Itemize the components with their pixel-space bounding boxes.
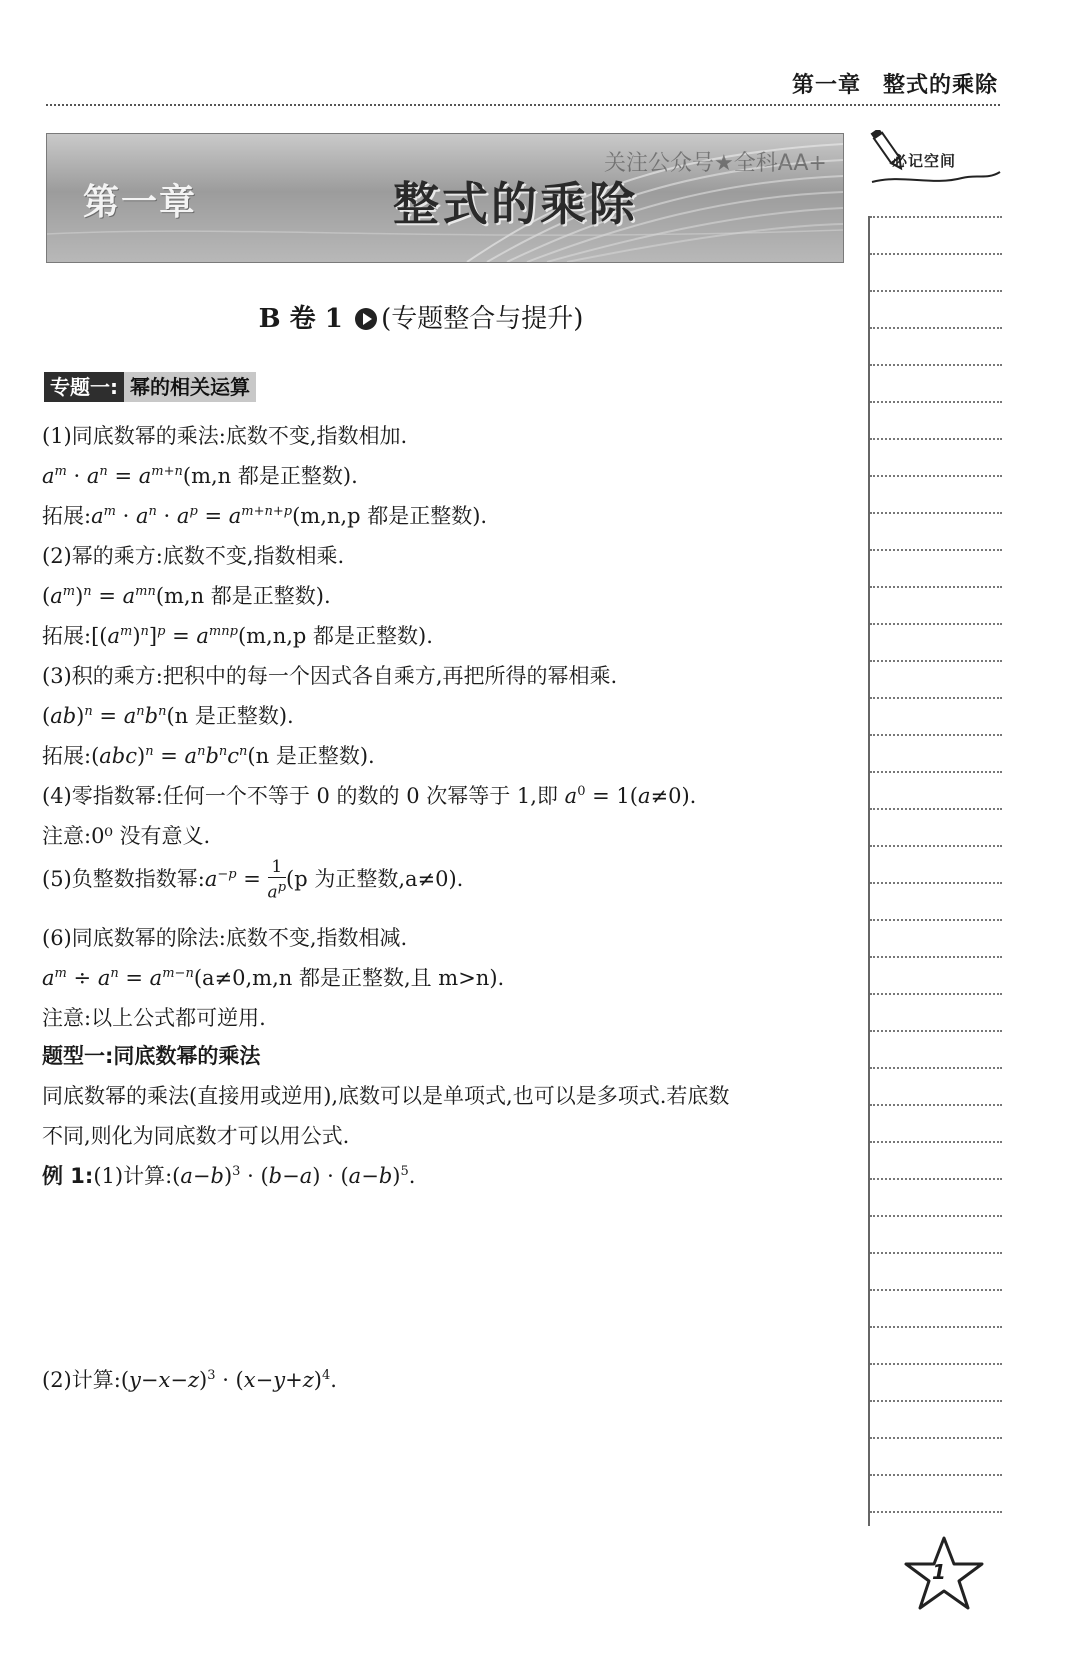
note-line [870, 1363, 1002, 1365]
rule-5-note: (p 为正整数,a≠0). [286, 866, 464, 891]
note-zero-power: 注意:0⁰ 没有意义. [42, 824, 211, 848]
rule-4: (4)零指数幂:任何一个不等于 0 的数的 0 次幂等于 1,即 $a^0 = 1(a\ne 0)$. [42, 784, 697, 808]
type-description-line-2: 不同,则化为同底数才可以用公式. [42, 1124, 350, 1148]
example-1-part-1: 例 1:(1)计算$:(a-b)^3 \cdot (b-a) \cdot (a-b)^5$. [42, 1164, 416, 1188]
rule-2-text: (2)幂的乘方:底数不变,指数相乘. [42, 544, 345, 568]
note-line [870, 1400, 1002, 1402]
rule-5: (5)负整数指数幂$:a^{-p}$ = $\frac{1}{a^p}$ (p 为正整数,a≠0). [42, 857, 464, 903]
topic-tag [44, 372, 256, 402]
formula-3-note: (n 是正整数). [166, 704, 294, 728]
extension-3-label: 拓展: [42, 744, 92, 768]
running-header-title: 整式的乘除 [882, 73, 998, 98]
note-line [870, 845, 1002, 847]
formula-6-note: (a≠0,m,n 都是正整数,且 m>n). [193, 966, 505, 990]
note-line [870, 771, 1002, 773]
formula-1: $a^m \cdot a^n = a^{m+n}(m,n$ 都是正整数). [42, 464, 358, 488]
notes-column [868, 216, 1002, 1526]
extension-1: 拓展$:a^m \cdot a^n \cdot a^p = a^{m+n+p}(m,n,p$ 都是正整数). [42, 504, 488, 528]
fraction: $\frac{1}{a^p}$ [267, 857, 287, 903]
note-line [870, 1252, 1002, 1254]
note-line [870, 919, 1002, 921]
running-header [792, 68, 998, 99]
formula-2: $(a^m)^n = a^{mn}(m,n$ 都是正整数). [42, 584, 331, 608]
note-line [870, 623, 1002, 625]
topic-tag-label: 专题一: [44, 372, 124, 402]
note-line [870, 1178, 1002, 1180]
example-1-part-1-text: (1)计算: [93, 1164, 173, 1188]
note-line [870, 512, 1002, 514]
extension-3: 拓展:(abc)$^n$ = $a^nb^nc^n(n$ 是正整数). [42, 744, 375, 768]
note-line [870, 808, 1002, 810]
extension-3-note: (n 是正整数). [247, 744, 375, 768]
example-1-part-2: (2)计算$:(y-x-z)^3 \cdot (x-y+z)^4$. [42, 1368, 337, 1392]
note-line [870, 438, 1002, 440]
rule-5-text: (5)负整数指数幂: [42, 866, 205, 891]
note-line [870, 253, 1002, 255]
extension-2: 拓展$:[(a^m)^n]^p = a^{mnp}(m,n,p$ 都是正整数). [42, 624, 433, 648]
extension-2-note: (m,n,p 都是正整数). [237, 624, 433, 648]
play-arrow-icon [355, 308, 377, 330]
note-line [870, 1104, 1002, 1106]
note-line [870, 1215, 1002, 1217]
note-line [870, 327, 1002, 329]
section-title [0, 298, 842, 335]
note-line [870, 475, 1002, 477]
note-line [870, 882, 1002, 884]
note-line [870, 1437, 1002, 1439]
rule-6-text: (6)同底数幂的除法:底数不变,指数相减. [42, 926, 408, 950]
page-number: 1 [932, 1560, 946, 1584]
formula-2-note: (m,n 都是正整数). [155, 584, 331, 608]
note-line [870, 697, 1002, 699]
example-label: 例 1: [42, 1164, 94, 1188]
note-line [870, 586, 1002, 588]
note-line [870, 1326, 1002, 1328]
note-line [870, 549, 1002, 551]
note-line [870, 993, 1002, 995]
extension-1-note: (m,n,p 都是正整数). [292, 504, 488, 528]
note-line [870, 660, 1002, 662]
note-line [870, 216, 1002, 218]
note-line [870, 734, 1002, 736]
note-line [870, 364, 1002, 366]
note-line [870, 401, 1002, 403]
formula-3: $(ab)^n = a^nb^n(n$ 是正整数). [42, 704, 294, 728]
formula-6: $a^m \div a^n = a^{m-n}(a\ne 0,m,n$ 都是正整数,且 m>n). [42, 966, 505, 990]
banner-chapter-label: 第一章 [83, 182, 198, 223]
note-line [870, 290, 1002, 292]
running-header-chapter: 第一章 [791, 73, 861, 98]
banner-title: 整式的乘除 [393, 177, 638, 231]
notes-header [862, 130, 1012, 190]
formula-1-note: (m,n 都是正整数). [182, 464, 358, 488]
extension-2-label: 拓展: [42, 624, 92, 648]
note-line [870, 956, 1002, 958]
rule-3-text: (3)积的乘方:把积中的每一个因式各自乘方,再把所得的幂相乘. [42, 664, 618, 688]
notes-label: 必记空间 [892, 152, 957, 170]
rule-1-text: (1)同底数幂的乘法:底数不变,指数相加. [42, 424, 408, 448]
topic-tag-title: 幂的相关运算 [124, 372, 256, 402]
header-rule [46, 104, 1000, 106]
note-line [870, 1474, 1002, 1476]
note-line [870, 1289, 1002, 1291]
note-reversible: 注意:以上公式都可逆用. [42, 1006, 266, 1030]
section-title-main: B 卷 1 [258, 304, 343, 334]
type-description-line-1: 同底数幂的乘法(直接用或逆用),底数可以是单项式,也可以是多项式.若底数 [42, 1084, 730, 1108]
extension-1-label: 拓展: [42, 504, 92, 528]
note-line [870, 1030, 1002, 1032]
watermark-text: 关注公众号★全科AA+ [604, 151, 827, 176]
example-1-part-2-text: (2)计算: [42, 1368, 121, 1392]
section-title-sub: (专题整合与提升) [381, 304, 584, 334]
note-line [870, 1067, 1002, 1069]
rule-4-text: (4)零指数幂:任何一个不等于 0 的数的 0 次幂等于 1,即 [42, 784, 558, 808]
note-line [870, 1141, 1002, 1143]
note-line [870, 1511, 1002, 1513]
question-type-heading: 题型一:同底数幂的乘法 [42, 1044, 261, 1068]
